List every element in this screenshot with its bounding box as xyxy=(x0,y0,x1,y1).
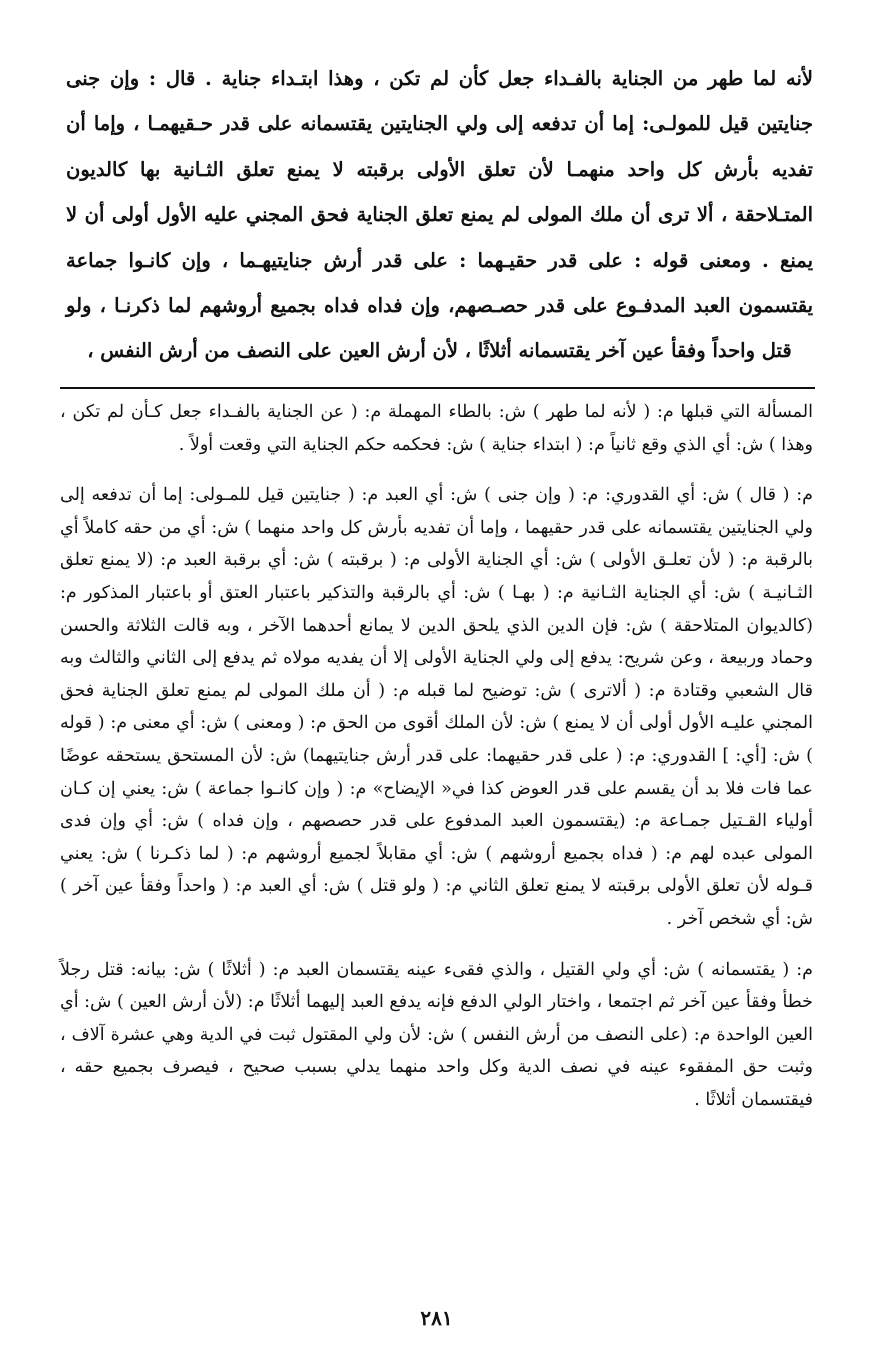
commentary xyxy=(60,396,813,1116)
commentary-paragraph-1: المسألة التي قبلها م: ( لأنه لما طهر ) ش: بالطاء المهملة م: ( عن الجناية بالفـداء جعل كـأن لم تكن ، وهذا ) ش: أي الذي وقع ثانياً م: ( ابتداء جناية ) ش: فحكمه حكم الجناية التي وقعت أولاً . xyxy=(60,402,813,455)
commentary-paragraph-2: م: ( قال ) ش: أي القدوري: م: ( وإن جنى ) ش: أي العبد م: ( جنايتين قيل للمـولى: إما أن تدفعه إلى ولي الجنايتين يقتسمانه على قدر حقيهما ، وإما أن تفديه بأرش كل واحد منهما ) ش: أي من حقه كاملاً أي بالرقبة م: ( لأن تعلـق الأولى ) ش: أي الجناية الأولى م: ( برقبته ) ش: أي برقبة العبد م: (لا يمنع تعلق الثـانيـة ) ش: أي الجناية الثـانية م: ( بهـا ) ش: أي بالرقبة والتذكير باعتبار العتق أو باعتبار المذكور م: (كالديوان المتلاحقة ) ش: فإن الدين الذي يلحق الدين لا يمانع أحدهما الآخر ، وبه قالت الثلاثة والحسن وحماد وربيعة ، وعن شريح: يدفع إلى ولي الجناية الأولى إلا أن يفديه مولاه ثم يدفع إلى الثاني والثالث وبه قال الشعبي وقتادة م: ( ألاترى ) ش: توضيح لما قبله م: ( أن ملك المولى لم يمنع تعلق الجناية فحق المجني عليـه الأول أولى أن لا يمنع ) ش: لأن الملك أقوى من الحق م: ( ومعنى ) ش: أي معنى م: ( قوله ) ش: [أي: ] القدوري: م: ( على قدر حقيهما: على قدر أرش جنايتيهما) ش: لأن المستحق يستحقه عوضًا عما فات فلا بد أن يقسم على قدر العوض كذا في« الإيضاح» م: ( وإن كانـوا جماعة ) ش: يعني إن كـان أولياء القـتيل جمـاعة م: (يقتسمون العبد المدفوع على قدر حصصهم ، وإن فداه ) ش: أي وإن فدى المولى عبده لهم م: ( فداه بجميع أروشهم ) ش: أي مقابلاً لجميع أروشهم م: ( لما ذكـرنا ) ش: يعني قـوله لأن تعلق الأولى برقبته لا يمنع تعلق الثاني م: ( ولو قتل ) ش: أي العبد م: ( واحداً وفقأ عين آخر ) ش: أي شخص آخر . xyxy=(60,485,813,929)
commentary-paragraph-3: م: ( يقتسمانه ) ش: أي ولي القتيل ، والذي فقىء عينه يقتسمان العبد م: ( أثلاثًا ) ش: بيانه: قتل رجلاً خطأ وفقأ عين آخر ثم اجتمعا ، واختار الولي الدفع فإنه يدفع العبد إليهما أثلاثًا م: (لأن أرش العين ) ش: أي العين الواحدة م: (على النصف من أرش النفس ) ش: لأن ولي المقتول ثبت في الدية وهي عشرة آلاف ، وثبت حق المفقوء عينه في نصف الدية وكل واحد منهما يدلي بسبب صحيح ، فيصرف بجميع حقه ، فيقتسمان أثلاثًا . xyxy=(60,959,813,1110)
main-text: لأنه لما طهر من الجناية بالفـداء جعل كأن لم تكن ، وهذا ابتـداء جناية . قال : وإن جنى جنايتين قيل للمولـى: إما أن تدفعه إلى ولي الجنايتين يقتسمانه على قدر حـقيهمـا ، وإما أن تفديه بأرش كل واحد منهمـا لأن تعلق الأولى برقبته لا يمنع تعلق الثـانية بها كالديون المتـلاحقة ، ألا ترى أن ملك المولى لم يمنع تعلق الجناية فحق المجني عليه الأول أولى أن لا يمنع . ومعنى قوله : على قدر حقيـهما : على قدر أرش جنايتيهـما ، وإن كانـوا جماعة يقتسمون العبد المدفـوع على قدر حصـصهم، وإن فداه فداه بجميع أروشهم لما ذكرنـا ، ولو قتل واحداً وفقأ عين آخر يقتسمانه أثلاثًا ، لأن أرش العين على النصف من أرش النفس ، xyxy=(66,67,813,363)
page-number: ٢٨١ xyxy=(420,1306,453,1330)
divider-line xyxy=(60,387,815,389)
